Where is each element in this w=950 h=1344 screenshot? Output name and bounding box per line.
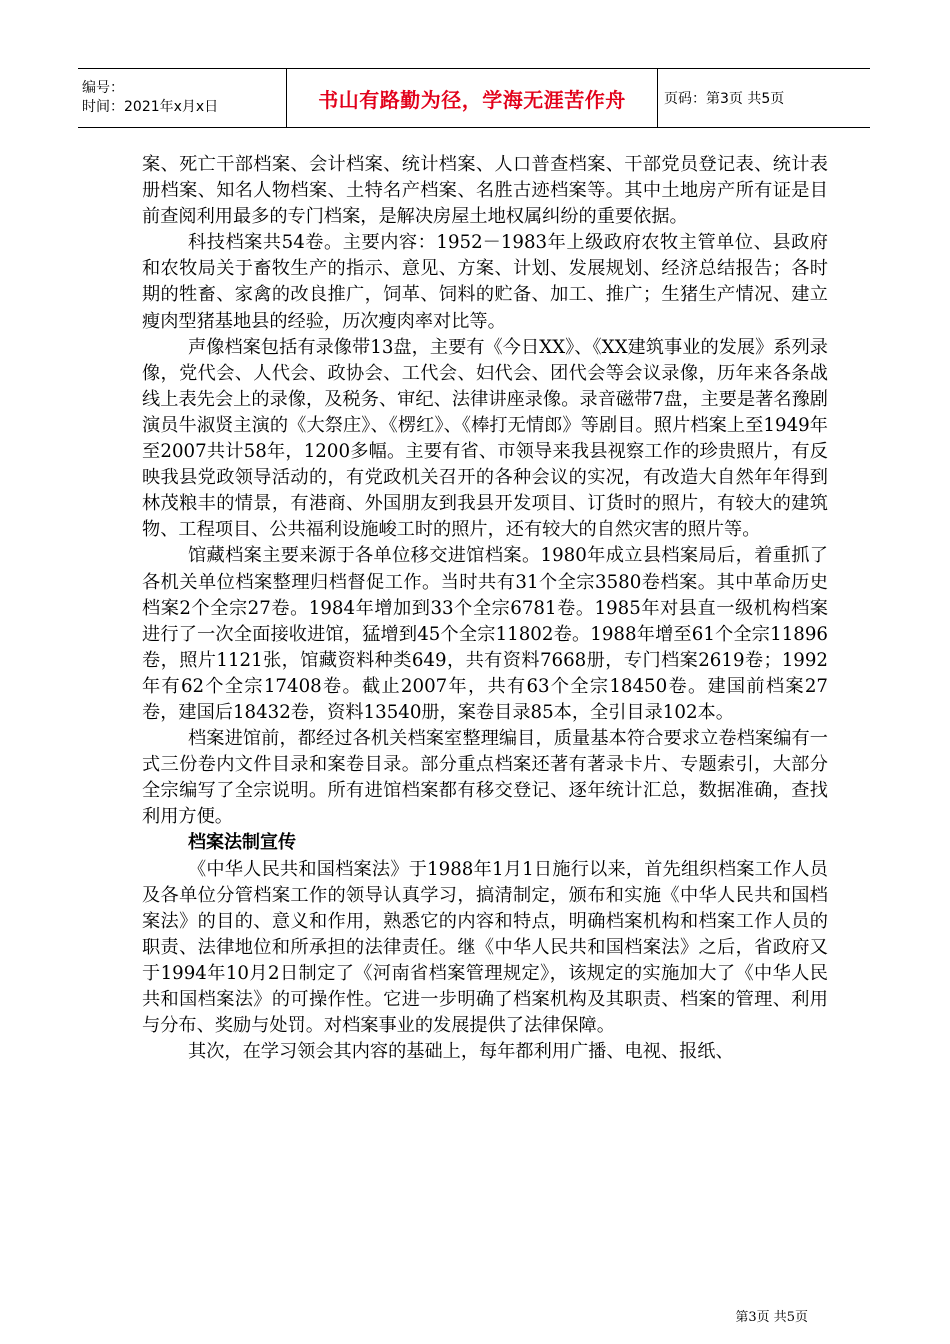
paragraph-audiovisual-archives: 声像档案包括有录像带13盘，主要有《今日XX》、《XX建筑事业的发展》系列录像，党代会、人代会、政协会、工代会、妇代会、团代会等会议录像，历年来各条战线上表先会上的录像，及税务、审纪、法律讲座录像。录音磁带7盘，主要是著名豫剧演员牛淑贤主演的《大祭庄》、《楞红》、《棒打无情郎》等剧目。照片档案上至1949年至2007共计58年，1200多幅。主要有省、市领导来我县视察工作的珍贵照片，有反映我县党政领导活动的，有党政机关召开的各种会议的实况，有改造大自然年年得到林茂粮丰的情景，有港商、外国朋友到我县开发项目、订货时的照片，有较大的建筑物、工程项目、公共福利设施峻工时的照片，还有较大的自然灾害的照片等。 (142, 336, 828, 541)
page-footer: 第3页 共5页 (735, 1310, 808, 1325)
paragraph-archive-intake: 档案进馆前，都经过各机关档案室整理编目，质量基本符合要求立卷档案编有一式三份卷内文件目录和案卷目录。部分重点档案还著有著录卡片、专题索引，大部分全宗编写了全宗说明。所有进馆档案都有移交登记、逐年统计汇总，数据准确，查找利用方便。 (142, 728, 828, 828)
paragraph-publicity: 其次，在学习领会其内容的基础上，每年都利用广播、电视、报纸、 (188, 1041, 734, 1063)
paragraph-tech-archives: 科技档案共54卷。主要内容：1952－1983年上级政府农牧主管单位、县政府和农牧局关于畜牧生产的指示、意见、方案、计划、发展规划、经济总结报告；各时期的牲畜、家禽的改良推广，饲革、饲料的贮备、加工、推广；生猪生产情况、建立瘦肉型猪基地县的经验，历次瘦肉率对比等。 (142, 232, 828, 332)
header-motto-cell (287, 69, 658, 128)
header-meta (78, 69, 287, 128)
document-body (142, 152, 828, 1065)
header-page-code: 页码：第3页 共5页 (658, 69, 871, 128)
document-number-label: 编号： (82, 80, 124, 96)
paragraph-collection-archives: 馆藏档案主要来源于各单位移交进馆档案。1980年成立县档案局后，着重抓了各机关单位档案整理归档督促工作。当时共有31个全宗3580卷档案。其中革命历史档案2个全宗27卷。1984年增加到33个全宗6781卷。1985年对县直一级机构档案进行了一次全面接收进馆，猛增到45个全宗11802卷。1988年增至61个全宗11896卷，照片1121张，馆藏资料种类649，共有资料7668册，专门档案2619卷；1992年有62个全宗17408卷。截止2007年，共有63个全宗18450卷。建国前档案27卷，建国后18432卷，资料13540册，案卷目录85本，全引目录102本。 (142, 545, 828, 723)
page-header (78, 68, 870, 128)
paragraph-archive-law: 《中华人民共和国档案法》于1988年1月1日施行以来，首先组织档案工作人员及各单位分管档案工作的领导认真学习，搞清制定，颁布和实施《中华人民共和国档案法》的目的、意义和作用，熟悉它的内容和特点，明确档案机构和档案工作人员的职责、法律地位和所承担的法律责任。继《中华人民共和国档案法》之后，省政府又于1994年10月2日制定了《河南省档案管理规定》，该规定的实施加大了《中华人民共和国档案法》的可操作性。它进一步明确了档案机构及其职责、档案的管理、利用与分布、奖励与处罚。对档案事业的发展提供了法律保障。 (142, 858, 828, 1037)
header-motto: 书山有路勤为径，学海无涯苦作舟 (318, 87, 626, 112)
paragraph-1: 案、死亡干部档案、会计档案、统计档案、人口普查档案、干部党员登记表、统计表册档案、知名人物档案、土特名产档案、名胜古迹档案等。其中土地房产所有证是目前查阅利用最多的专门档案，是解决房屋土地权属纠纷的重要依据。 (142, 154, 828, 228)
document-time-label: 时间：2021年x月x日 (82, 99, 219, 115)
section-heading-legal-publicity: 档案法制宣传 (188, 832, 296, 854)
